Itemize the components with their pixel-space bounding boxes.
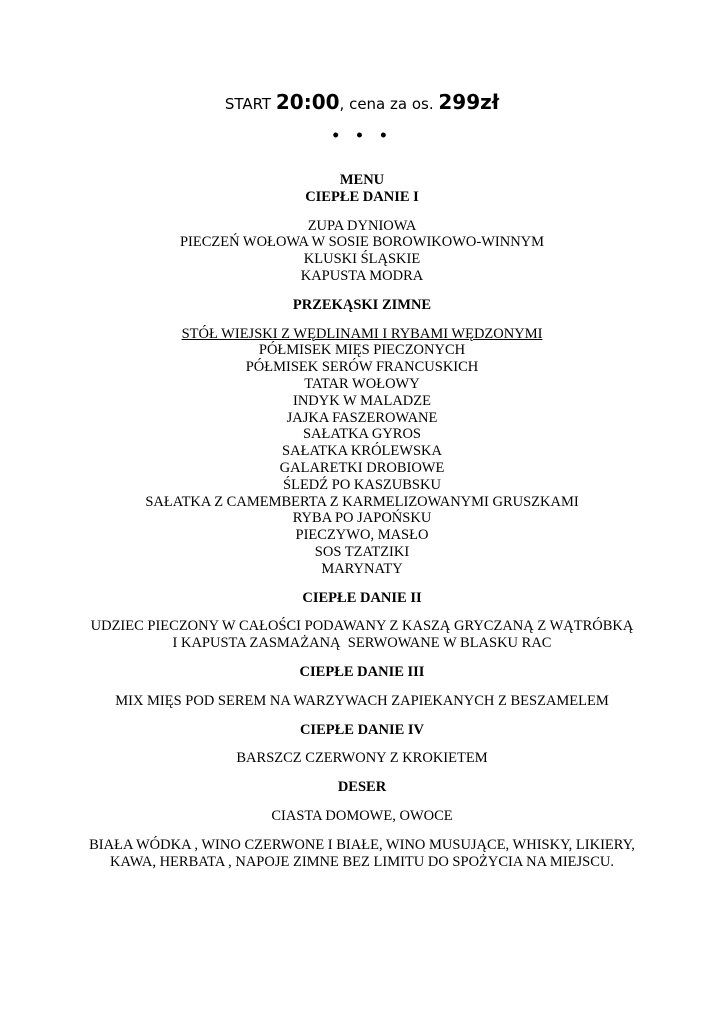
menu-item: JAJKA FASZEROWANE <box>286 409 438 426</box>
menu-item: SOS TZATZIKI <box>314 543 410 560</box>
separator-dots: • • • <box>331 128 393 144</box>
menu-title: MENU <box>339 172 385 188</box>
start-time: 20:00 <box>275 90 340 114</box>
menu-item: MIX MIĘS POD SEREM NA WARZYWACH ZAPIEKANYCH Z BESZAMELEM <box>115 692 609 709</box>
drinks-line: KAWA, HERBATA , NAPOJE ZIMNE BEZ LIMITU DO SPOŻYCIA NA MIEJSCU. <box>110 853 614 870</box>
menu-item: PIECZYWO, MASŁO <box>295 527 429 544</box>
menu-item: ZUPA DYNIOWA <box>307 217 417 234</box>
menu-item: SAŁATKA GYROS <box>302 426 422 443</box>
menu-item: PÓŁMISEK SERÓW FRANCUSKICH <box>245 359 479 376</box>
menu-item: TATAR WOŁOWY <box>304 375 420 392</box>
menu-item: I KAPUSTA ZASMAŻANĄ SERWOWANE W BLASKU RAC <box>172 635 552 652</box>
menu-item: MARYNATY <box>321 560 403 577</box>
menu-item: CIASTA DOMOWE, OWOCE <box>271 807 453 824</box>
event-header <box>0 88 724 118</box>
menu-item: RYBA PO JAPOŃSKU <box>292 510 432 527</box>
menu-item: KAPUSTA MODRA <box>300 267 424 284</box>
menu-item: GALARETKI DROBIOWE <box>279 459 445 476</box>
menu-item: PÓŁMISEK MIĘS PIECZONYCH <box>258 342 466 359</box>
menu-item: INDYK W MALADZE <box>292 392 431 409</box>
menu-item: PIECZEŃ WOŁOWA W SOSIE BOROWIKOWO-WINNYM <box>179 234 545 251</box>
section-heading-hot-4: CIEPŁE DANIE IV <box>299 721 425 738</box>
menu-item: BARSZCZ CZERWONY Z KROKIETEM <box>236 750 488 767</box>
menu-content <box>0 172 724 870</box>
start-label: START <box>224 95 276 113</box>
drinks-line: BIAŁA WÓDKA , WINO CZERWONE I BIAŁE, WINO MUSUJĄCE, WHISKY, LIKIERY, <box>89 836 635 853</box>
menu-item: KLUSKI ŚLĄSKIE <box>303 251 421 268</box>
section-heading-hot-2: CIEPŁE DANIE II <box>302 589 422 606</box>
section-heading-cold: PRZEKĄSKI ZIMNE <box>292 296 432 313</box>
menu-item: ŚLEDŹ PO KASZUBSKU <box>283 476 441 493</box>
price-value: 299zł <box>438 90 500 114</box>
menu-item: SAŁATKA KRÓLEWSKA <box>282 443 442 460</box>
menu-item: STÓŁ WIEJSKI Z WĘDLINAMI I RYBAMI WĘDZONYMI <box>181 325 543 342</box>
menu-item: UDZIEC PIECZONY W CAŁOŚCI PODAWANY Z KASZĄ GRYCZANĄ Z WĄTRÓBKĄ <box>90 618 634 635</box>
price-label: , cena za os. <box>339 95 439 113</box>
section-heading-hot-1: CIEPŁE DANIE I <box>305 188 419 205</box>
section-heading-hot-3: CIEPŁE DANIE III <box>299 663 425 680</box>
menu-item: SAŁATKA Z CAMEMBERTA Z KARMELIZOWANYMI GRUSZKAMI <box>145 493 579 510</box>
section-heading-dessert: DESER <box>337 779 387 796</box>
